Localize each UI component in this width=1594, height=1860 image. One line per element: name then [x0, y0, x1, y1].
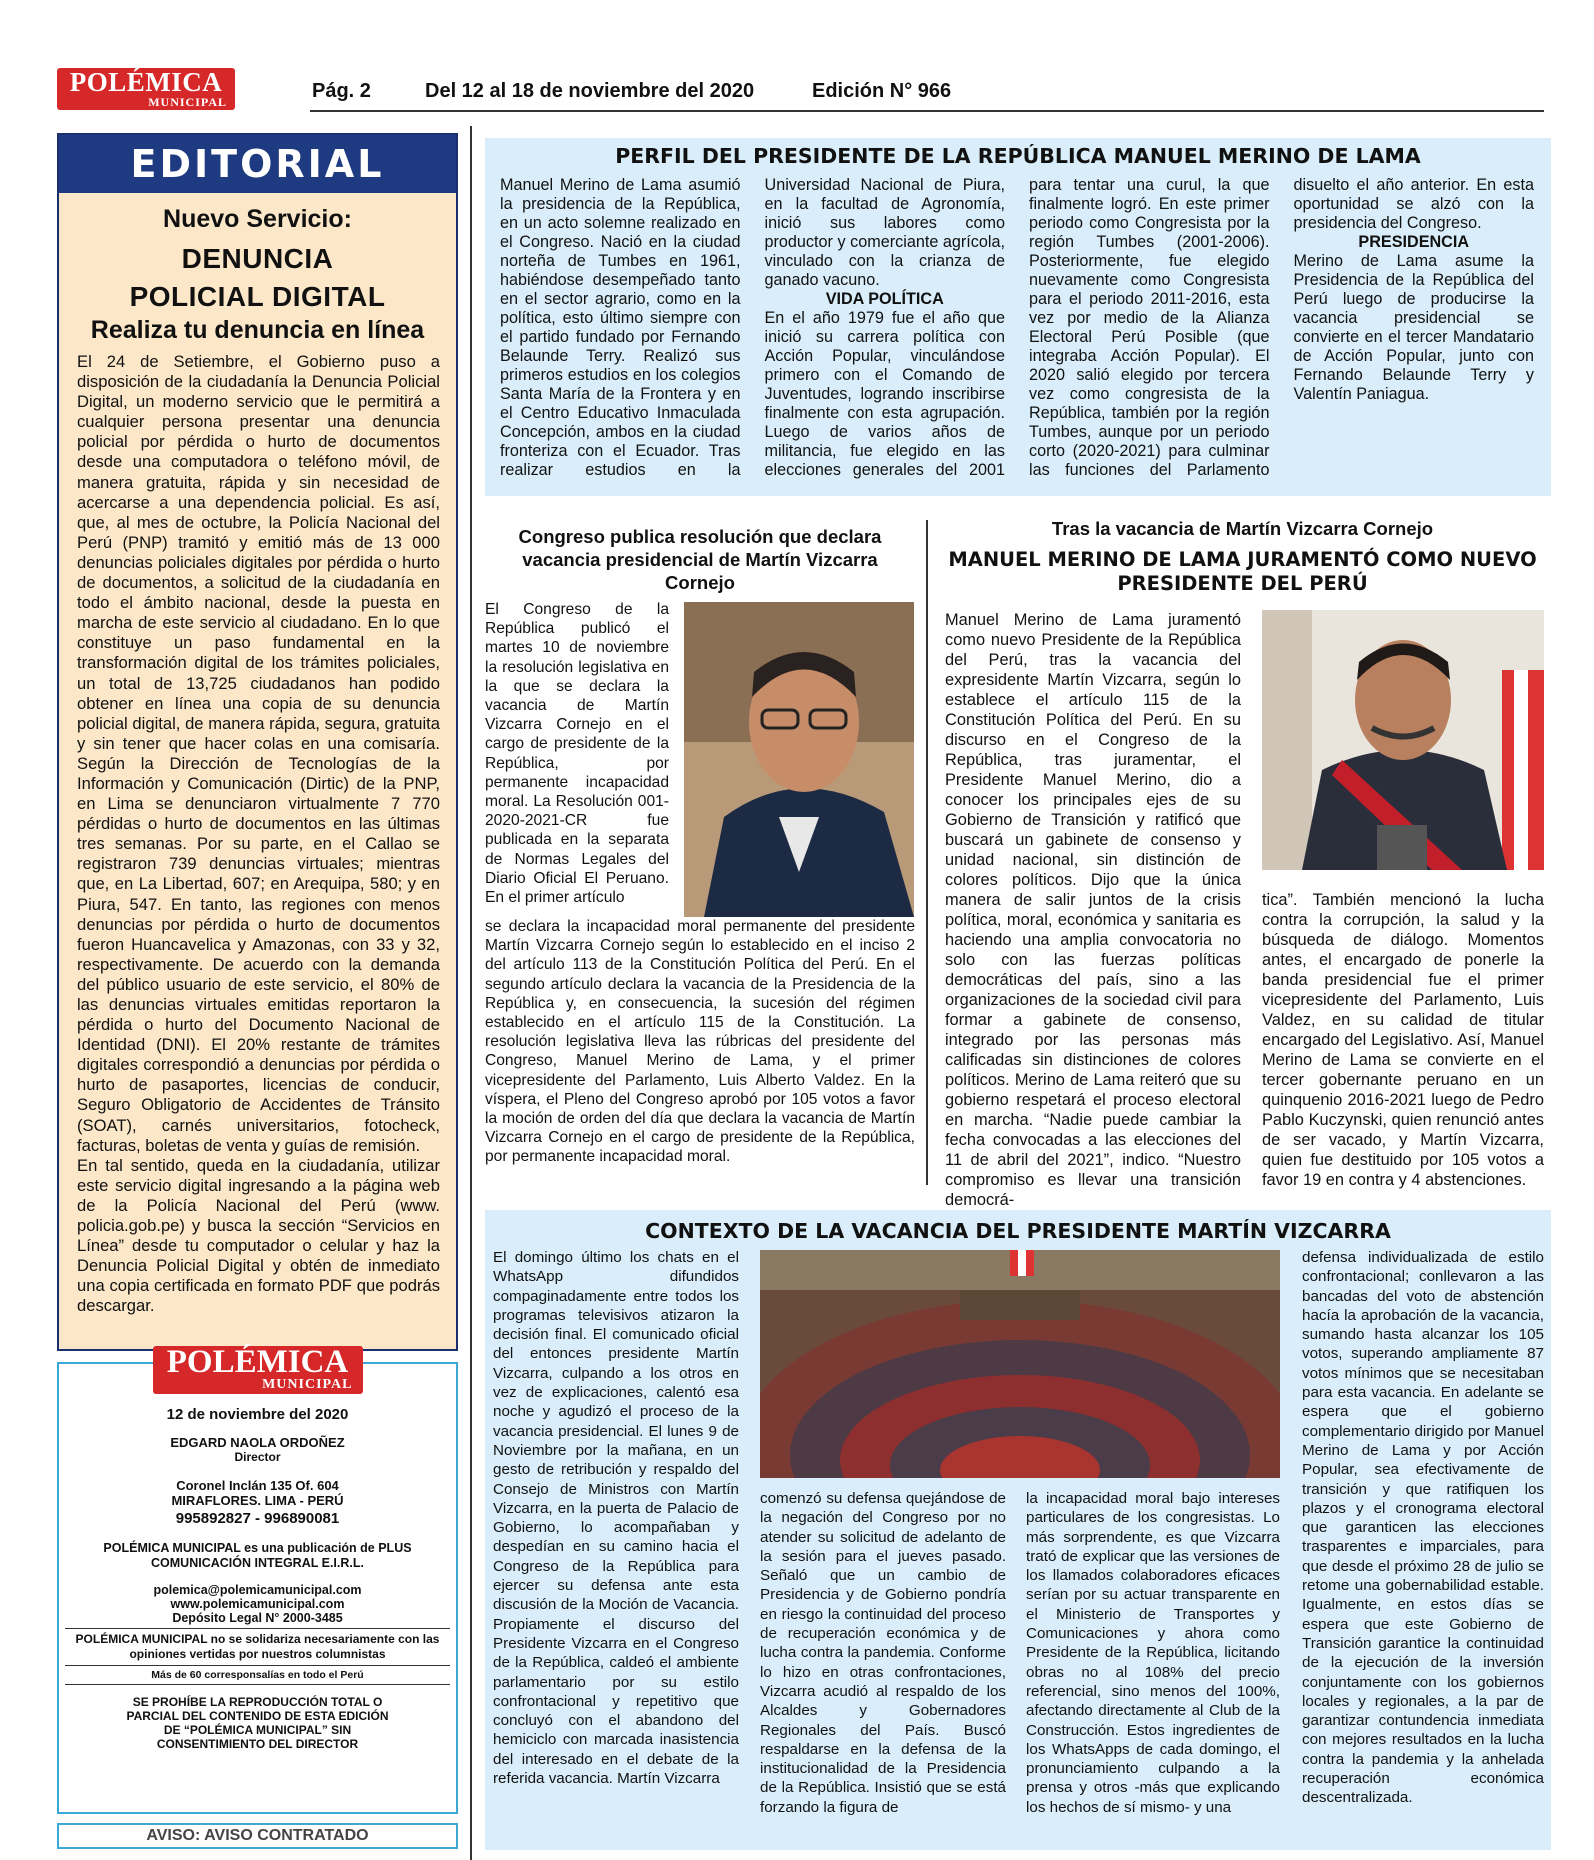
- correspondents-note: Más de 60 corresponsalías en todo el Perú: [151, 1669, 364, 1681]
- article-divider: [926, 520, 928, 1185]
- perfil-subhead: VIDA POLÍTICA: [825, 290, 944, 308]
- director-label: Director: [234, 1450, 281, 1464]
- editorial-headline: DENUNCIA POLICIAL DIGITAL: [129, 243, 386, 312]
- editorial-body: [59, 344, 456, 1317]
- perfil-title: PERFIL DEL PRESIDENTE DE LA REPÚBLICA MANUEL MERINO DE LAMA: [615, 144, 1421, 168]
- editorial-kicker: Nuevo Servicio:: [163, 205, 352, 233]
- contexto-col2: comenzó su defensa quejándose de la negación del Congreso por no atender su solicitud de adelanto de la sesión para el jueves pasado. Señaló que un cambio de Presidencia y de Gobierno pondría en riesgo la continuidad del proceso de recuperación económica y de lucha contra la pandemia. Conforme lo hizo en otras confrontaciones, Vizcarra acudió al respaldo de los Alcaldes y Gobernadores Regionales del País. Buscó respaldarse en la defensa de la institucionalidad de la Presidencia de la República. Insistió que se está forzando la figura de: [760, 1490, 1006, 1816]
- congreso-body-bottom: se declara la incapacidad moral permanente del presidente Martín Vizcarra Cornejo según lo establecido en el inciso 2 del artículo 113 de la Constitución Política del Perú. En el segundo artículo declara la vacancia de la Presidencia de la República y, en consecuencia, la sucesión del régimen establecido en el artículo 115 de la Constitución. La resolución legislativa lleva las rúbricas del presidente del Congreso, Manuel Merino de Lama, y el primer vicepresidente del Parlamento, Luis Alberto Valdez. En la víspera, el Pleno del Congreso aprobó por 105 votos a favor la moción de orden del día que declara la vacancia de Martín Vizcarra Cornejo en el cargo de presidente de la República, por permanente incapacidad moral.: [485, 918, 915, 1166]
- masthead-box: [57, 1344, 458, 1814]
- director-name: EDGARD NAOLA ORDOÑEZ: [170, 1435, 345, 1450]
- logo-word-2: MUNICIPAL: [262, 1377, 353, 1392]
- newspaper-logo: [57, 68, 235, 110]
- header-rule: [310, 110, 1544, 112]
- reproduction-notice: SE PROHÍBE LA REPRODUCCIÓN TOTAL O PARCIAL DEL CONTENIDO DE ESTA EDICIÓN DE “POLÉMICA MUNICIPAL” SIN CONSENTIMIENTO DEL DIRECTOR: [126, 1695, 389, 1751]
- website-url: www.polemicamunicipal.com: [170, 1597, 345, 1611]
- merino-kicker: Tras la vacancia de Martín Vizcarra Cornejo: [1051, 518, 1434, 539]
- merino-photo: [1262, 610, 1544, 870]
- advertisement-notice: AVISO: AVISO CONTRATADO: [57, 1823, 458, 1849]
- editorial-deck: Realiza tu denuncia en línea: [90, 316, 425, 344]
- divider: [65, 1665, 450, 1666]
- legal-deposit: Depósito Legal N° 2000-3485: [172, 1611, 343, 1625]
- publisher-note: POLÉMICA MUNICIPAL es una publicación de PLUS COMUNICACIÓN INTEGRAL E.I.R.L.: [103, 1541, 412, 1570]
- email-address: polemica@polemicamunicipal.com: [153, 1583, 362, 1597]
- merino-body-col2: tica”. También mencionó la lucha contra la corrupción, la salud y la búsqueda de diálogo. Momentos antes, el encargado de ponerle la banda presidencial fue el primer vicepresidente del Parlamento, Luis Valdez, en su calidad de titular encargado del Legislativo. Así, Manuel Merino de Lama se convierte en el tercer gobernante peruano en un quinquenio 2016-2021 luego de Pedro Pablo Kuczynski, quien renunció antes de ser vacado, y Martín Vizcarra, quien fue destituido por 105 votos a favor 19 en contra y 4 abstenciones.: [1262, 891, 1544, 1189]
- merino-headline: MANUEL MERINO DE LAMA JURAMENTÓ COMO NUEVO PRESIDENTE DEL PERÚ: [948, 548, 1537, 595]
- divider: [65, 1628, 450, 1629]
- logo-word-1: POLÉMICA: [69, 67, 223, 97]
- perfil-paragraph: Merino de Lama asume la Presidencia de la República del Perú luego de producirse la vacancia presidencial se convierte en el tercer Mandatario de Acción Popular, junto con Fernando Belaunde Terry y Valentín Paniagua.: [1293, 252, 1534, 403]
- contexto-col1: El domingo último los chats en el WhatsApp difundidos compaginadamente entre todos los programas televisivos atizaron la decisión final. El comunicado oficial del entonces presidente Martín Vizcarra, culpando a los otros en vez de explicaciones, calentó esa noche y agudizó el proceso de la vacancia presidencial. El lunes 9 de Noviembre por la mañana, en un gesto de retribución y respaldo del Consejo de Ministros con Martín Vizcarra, en la puerta de Palacio de Gobierno, lo acompañaban y despedían en su camino hacia el Congreso de la República para ejercer su defensa ante esta discusión de la Moción de Vacancia. Propiamente el discurso del Presidente Vizcarra en el Congreso de la República, caldeó el ambiente parlamentario por su estilo confrontacional y repetitivo que concluyó con el abandono del hemiciclo con marcada inasistencia del interesado en el debate de la referida vacancia. Martín Vizcarra: [493, 1249, 739, 1788]
- edition-number: Edición N° 966: [812, 80, 952, 102]
- editorial-paragraph: En tal sentido, queda en la ciudadanía, utilizar este servicio digital ingresando a la página web de la Policía Nacional del Perú (www. policia.gob.pe) y busca la sección “Servicios en Línea” desde tu computador o celular y haz la Denuncia Policial Digital y obtén de inmediato una copia certificada en formato PDF que podrás descargar.: [77, 1155, 440, 1316]
- perfil-paragraph: En el año 1979 fue el año que inició su carrera política con Acción Popular, vinculándose primero con el Comando de Juventudes, logrando inscribirse finalmente con esta agrupación. Luego de varios años de militancia, fue elegido en las elecciones generales del 2001 para tentar una curul, la que finalmente logró. En este primer periodo como Congresista por la región Tumbes (2001-2006). Posteriormente, fue elegido nuevamente como Congresista para el periodo 2011-2016, esta vez por medio de la Alianza Electoral Perú Posible (que integraba Acción Popular). El 2020 salió elegido por tercera vez como congresista de la República, también por la región Tumbes, aunque por un periodo corto (2020-2021) para culminar las funciones del Parlamento disuelto el año anterior. En esta oportunidad se alzó con la presidencia del Congreso.: [764, 176, 1534, 479]
- address-line: Coronel Inclán 135 Of. 604: [176, 1478, 339, 1493]
- logo-word-2: MUNICIPAL: [148, 95, 227, 109]
- congreso-body-top: El Congreso de la República publicó el martes 10 de noviembre la resolución legislativa en la que se declara la vacancia de Martín Vizcarra Cornejo en el cargo de presidente de la República, por permanente incapacidad moral. La Resolución 001-2020-2021-CR fue publicada en la separata de Normas Legales del Diario Oficial El Peruano. En el primer artículo: [485, 601, 669, 907]
- logo-word-1: POLÉMICA: [166, 1344, 349, 1380]
- editorial-paragraph: El 24 de Setiembre, el Gobierno puso a disposición de la ciudadanía la Denuncia Policial Digital, un moderno servicio que le permitirá a cualquier persona presentar una denuncia policial por pérdida o hurto de documentos desde una computadora o teléfono móvil, de manera gratuita, rápida y sin necesidad de acercarse a una dependencia policial. Es así, que, al mes de octubre, la Policía Nacional del Perú (PNP) tramitó y emitió más de 13 000 denuncias policiales digitales por pérdida o hurto de documentos, a solicitud de la ciudadanía en todo el ámbito nacional, desde la puesta en marcha de este servicio al ciudadano. En lo que constituye un paso fundamental en la transformación digital de los trámites policiales, un total de 13,725 ciudadanos han podido obtener en línea una copia de su denuncia policial digital, de manera rápida, segura, gratuita y sin tener que hacer colas en una comisaría. Según la Dirección de Tecnologías de la Información y Comunicación (Dirtic) de la PNP, en Lima se denunciaron virtualmente 7 770 pérdidas o hurto de documentos en las últimas tres semanas. Por su parte, en el Callao se registraron 739 denuncias virtuales; mientras que, en La Libertad, 607; en Arequipa, 580; y en Piura, 547. En tanto, las regiones con menos denuncias por pérdida o hurto de documentos fueron Huancavelica y Amazonas, con 33 y 32, respectivamente. De acuerdo con la demanda del público usuario de este servicio, el 80% de las denuncias virtuales emitidas reportaron la pérdida o hurto del Documento Nacional de Identidad (DNI). El 20% restante de trámites digitales correspondió a denuncias por pérdida o hurto de pasaportes, licencias de conducir, Seguro Obligatorio de Accidentes de Tránsito (SOAT), carnés universitarios, fotocheck, facturas, boletas de venta y guías de remisión.: [77, 352, 440, 1155]
- contexto-col3: la incapacidad moral bajo intereses particulares de los congresistas. Lo más sorprendente, es que Vizcarra trató de explicar que las versiones de los llamados colaboradores eficaces serían por su actuar transparente en el Ministerio de Transportes y Comunicaciones y ahora como Presidente de la República, licitando obras no al 108% del precio referencial, sino menos del 100%, afectando directamente al Club de la Construcción. Estos ingredientes de los WhatsApps de cada domingo, el pronunciamiento culpando a la prensa y otros -más que explicando los hechos de sí mismo- y una: [1026, 1490, 1280, 1816]
- editorial-title: EDITORIAL: [59, 135, 456, 193]
- congress-hemicycle-photo: [760, 1250, 1280, 1478]
- perfil-body: [500, 176, 1534, 488]
- page-number: Pág. 2: [312, 80, 371, 102]
- disclaimer: POLÉMICA MUNICIPAL no se solidariza necesariamente con las opiniones vertidas por nuestros columnistas: [75, 1632, 440, 1661]
- contexto-col4: defensa individualizada de estilo confrontacional; conllevaron a las bancadas del voto de abstención hacía la aprobación de la vacancia, sumando hasta alcanzar los 105 votos, superando ampliamente 87 votos mínimos que se necesitaban para esta vacancia. En adelante se espera que el gobierno complementario dirigido por Manuel Merino de Lama y por Acción Popular, sea efectivamente de transición y que ratifiquen los plazos y el cronograma electoral que garanticen las elecciones trasparentes e imparciales, para que desde el próximo 28 de julio se retome una gobernabilidad estable. Igualmente, en estos días se espera que este Gobierno de Transición garantice la continuidad de la ejecución de la inversión conjuntamente con los gobiernos locales y regionales, a la par de garantizar contundencia inmediata con mejores resultados en la lucha contra la pandemia y la anhelada recuperación económica descentralizada.: [1302, 1249, 1544, 1807]
- phone-numbers: 995892827 - 996890081: [175, 1510, 340, 1527]
- divider: [65, 1684, 450, 1685]
- congreso-headline: Congreso publica resolución que declara vacancia presidencial de Martín Vizcarra Cornejo: [518, 526, 882, 593]
- issue-dates: Del 12 al 18 de noviembre del 2020: [425, 80, 755, 102]
- address-line: MIRAFLORES. LIMA - PERÚ: [171, 1493, 344, 1508]
- merino-body-col1: Manuel Merino de Lama juramentó como nuevo Presidente de la República del Perú, tras la vacancia del expresidente Martín Vizcarra, según lo establece el artículo 115 de la Constitución Política del Perú. En su discurso en el Congreso de la República, tras juramentar, el Presidente Manuel Merino, dio a conocer los principales ejes de su Gobierno de Transición y ratificó que buscará un gabinete de consenso y unidad nacional, sin distinción de colores políticos. Dijo que la única manera de salir juntos de la crisis política, moral, económica y sanitaria es haciendo una amplia convocatoria no solo con las fuerzas políticas democráticas del país, sino a las organizaciones de la sociedad civil para formar a gabinete de consenso, integrado por las personas más calificadas sin distinciones de colores políticos. Merino de Lama reiteró que su gobierno respetará el proceso electoral en marcha. “Nadie puede cambiar la fecha convocadas a las elecciones del 11 de abril del 2021”, indico. “Nuestro compromiso es llevar una transición democrá-: [945, 611, 1241, 1209]
- vizcarra-photo: [684, 602, 914, 917]
- editorial-box: [57, 133, 458, 1351]
- contexto-title: CONTEXTO DE LA VACANCIA DEL PRESIDENTE MARTÍN VIZCARRA: [645, 1219, 1391, 1243]
- perfil-subhead: PRESIDENCIA: [1358, 233, 1470, 251]
- masthead-date: 12 de noviembre del 2020: [166, 1406, 349, 1423]
- column-divider: [470, 126, 472, 1860]
- masthead-logo: [153, 1346, 363, 1394]
- perfil-paragraph: Manuel Merino de Lama asumió la presidencia de la República, en un acto solemne realizado en el Congreso. Nació en la ciudad norteña de Tumbes en 1961, habiéndose desempeñado tanto en el sector agrario, como en la política, esto último siempre con el partido fundado por Fernando Belaunde Terry. Realizó sus primeros estudios en los colegios Santa María de la Frontera y en el Centro Educativo Inmaculada Concepción, ambos en la ciudad fronteriza con el Ecuador. Tras realizar estudios en la Universidad Nacional de Piura, en la facultad de Agronomía, inició sus labores como productor y comerciante agrícola, vinculado con la crianza de ganado vacuno.: [500, 176, 1005, 479]
